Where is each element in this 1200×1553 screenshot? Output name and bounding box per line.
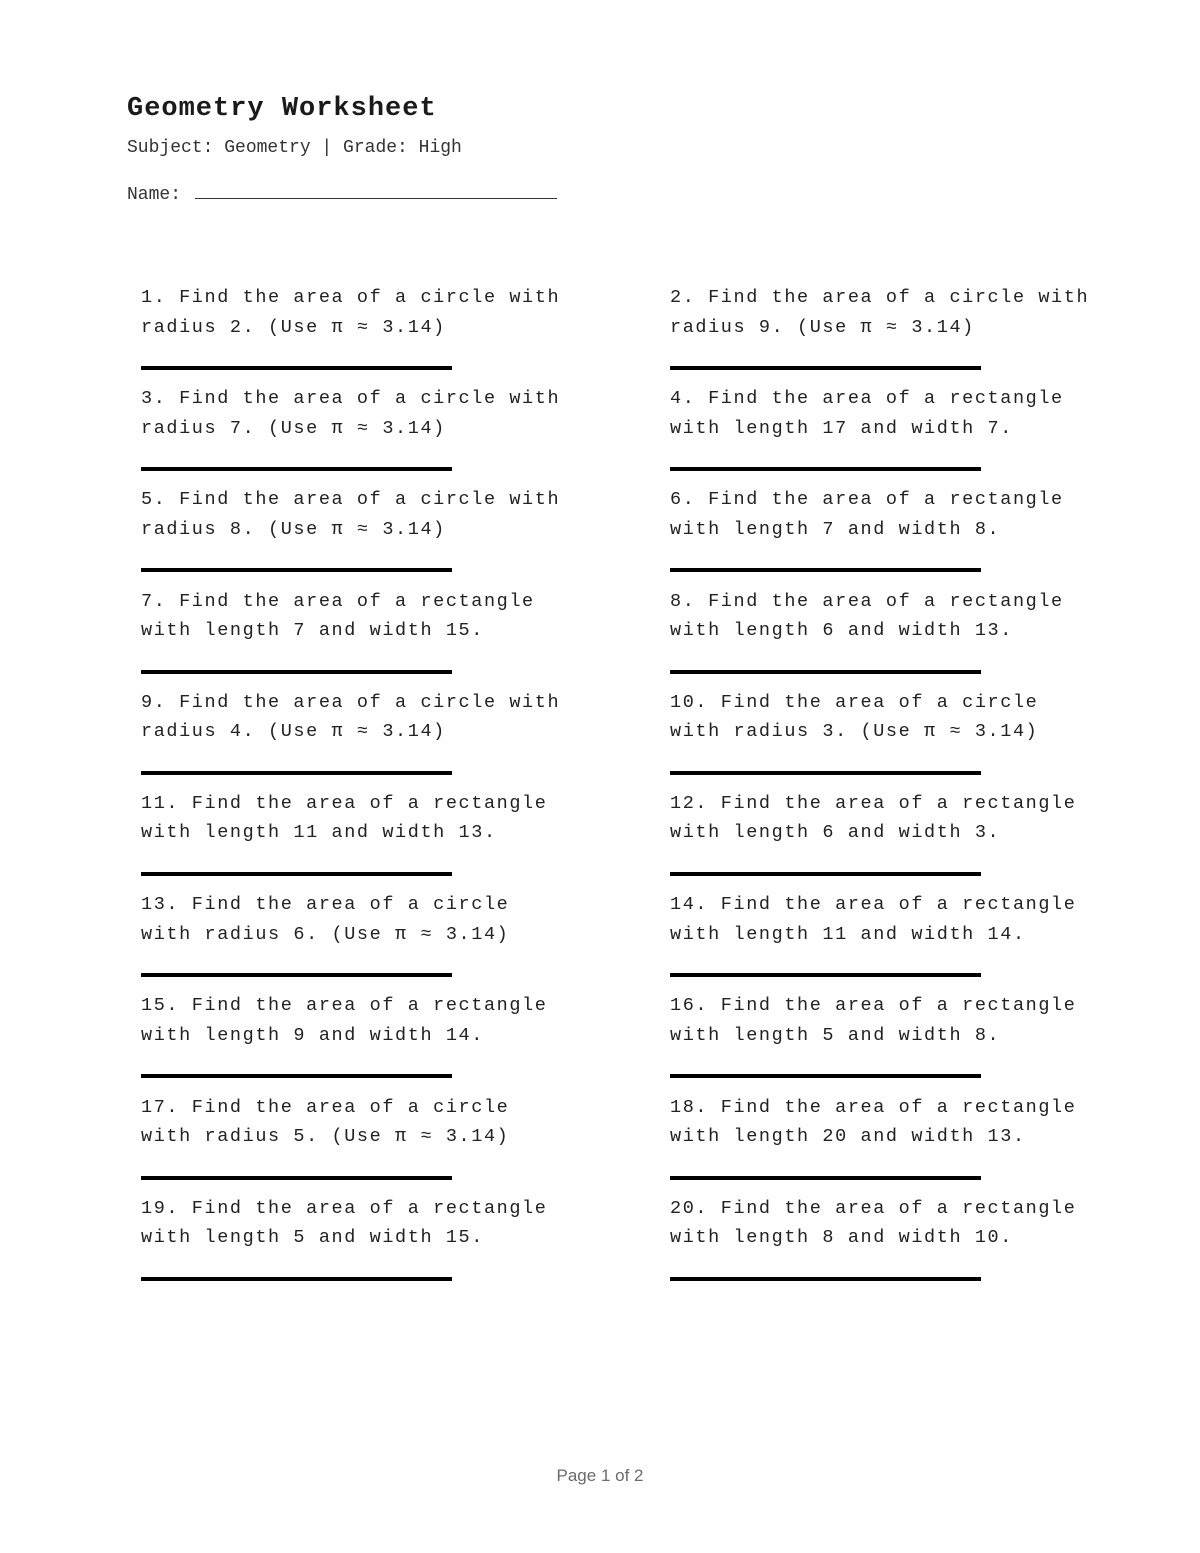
problem-text: 6. Find the area of a rectangle with length 7 and width 8. [670, 489, 1064, 540]
name-blank-line [195, 180, 557, 199]
problem-text: 20. Find the area of a rectangle with length 8 and width 10. [670, 1197, 1077, 1249]
problem-17 [141, 1093, 670, 1194]
problem-18 [670, 1093, 1110, 1194]
problem-text: 18. Find the area of a rectangle with length 20 and width 13. [670, 1096, 1077, 1147]
name-label: Name: [127, 185, 182, 205]
problem-text: 9. Find the area of a circle with radius 4. (Use π ≈ 3.14) [141, 691, 561, 743]
problem-text: 13. Find the area of a circle with radius 6. (Use π ≈ 3.14) [141, 894, 510, 945]
problem-text: 4. Find the area of a rectangle with length 17 and width 7. [670, 388, 1064, 439]
problem-9 [141, 688, 670, 789]
problem-text: 11. Find the area of a rectangle with length 11 and width 13. [141, 792, 548, 844]
page-number: Page 1 of 2 [556, 1466, 644, 1485]
answer-line [670, 973, 981, 977]
answer-line [141, 366, 452, 370]
problem-text: 10. Find the area of a circle with radius 3. (Use π ≈ 3.14) [670, 691, 1039, 743]
worksheet-title: Geometry Worksheet [127, 94, 437, 124]
answer-line [141, 1277, 452, 1281]
problem-text: 19. Find the area of a rectangle with length 5 and width 15. [141, 1197, 548, 1249]
answer-line [141, 1176, 452, 1180]
answer-line [141, 568, 452, 572]
answer-line [670, 872, 981, 876]
answer-line [141, 973, 452, 977]
problem-4 [670, 384, 1110, 485]
problem-8 [670, 587, 1110, 688]
problem-20 [670, 1194, 1110, 1295]
problem-grid [141, 283, 1141, 1295]
answer-line [141, 1074, 452, 1078]
answer-line [141, 670, 452, 674]
answer-line [670, 467, 981, 471]
problem-text: 15. Find the area of a rectangle with length 9 and width 14. [141, 995, 548, 1046]
worksheet-subtitle: Subject: Geometry | Grade: High [127, 138, 462, 158]
problem-13 [141, 890, 670, 991]
answer-line [670, 1277, 981, 1281]
problem-2 [670, 283, 1110, 384]
problem-12 [670, 789, 1110, 890]
problem-10 [670, 688, 1110, 789]
problem-text: 14. Find the area of a rectangle with length 11 and width 14. [670, 894, 1077, 945]
answer-line [670, 568, 981, 572]
answer-line [141, 771, 452, 775]
problem-7 [141, 587, 670, 688]
name-field [127, 180, 557, 205]
problem-text: 1. Find the area of a circle with radius 2. (Use π ≈ 3.14) [141, 287, 561, 338]
problem-3 [141, 384, 670, 485]
problem-text: 2. Find the area of a circle with radius 9. (Use π ≈ 3.14) [670, 287, 1090, 338]
problem-19 [141, 1194, 670, 1295]
problem-15 [141, 991, 670, 1092]
answer-line [670, 670, 981, 674]
problem-6 [670, 485, 1110, 586]
problem-text: 8. Find the area of a rectangle with length 6 and width 13. [670, 590, 1064, 642]
problem-text: 12. Find the area of a rectangle with length 6 and width 3. [670, 792, 1077, 844]
problem-16 [670, 991, 1110, 1092]
answer-line [141, 467, 452, 471]
problem-text: 17. Find the area of a circle with radius 5. (Use π ≈ 3.14) [141, 1096, 510, 1147]
answer-line [141, 872, 452, 876]
answer-line [670, 1074, 981, 1078]
answer-line [670, 366, 981, 370]
answer-line [670, 771, 981, 775]
problem-text: 3. Find the area of a circle with radius 7. (Use π ≈ 3.14) [141, 388, 561, 439]
problem-14 [670, 890, 1110, 991]
problem-1 [141, 283, 670, 384]
problem-11 [141, 789, 670, 890]
problem-text: 5. Find the area of a circle with radius 8. (Use π ≈ 3.14) [141, 489, 561, 540]
answer-line [670, 1176, 981, 1180]
problem-5 [141, 485, 670, 586]
problem-text: 7. Find the area of a rectangle with length 7 and width 15. [141, 590, 535, 642]
problem-text: 16. Find the area of a rectangle with length 5 and width 8. [670, 995, 1077, 1046]
